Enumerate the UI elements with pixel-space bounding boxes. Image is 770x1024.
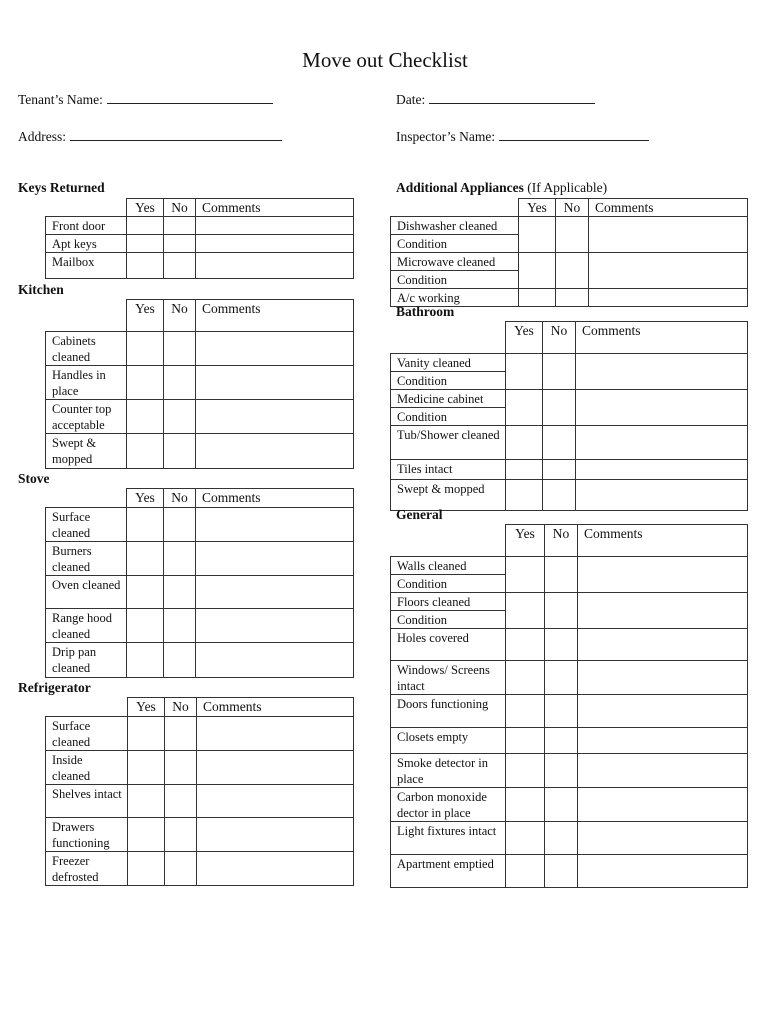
yes-cell[interactable] bbox=[506, 480, 543, 511]
no-cell[interactable] bbox=[165, 818, 197, 852]
general-header-blank bbox=[391, 525, 506, 557]
comments-cell[interactable] bbox=[578, 728, 748, 754]
yes-cell[interactable] bbox=[127, 400, 164, 434]
col-no: No bbox=[556, 199, 589, 217]
comments-cell[interactable] bbox=[578, 661, 748, 695]
col-no: No bbox=[164, 489, 196, 508]
general-item-label: Condition bbox=[391, 575, 506, 593]
general-item-label: Floors cleaned bbox=[391, 593, 506, 611]
comments-cell[interactable] bbox=[578, 754, 748, 788]
inspector-name-line[interactable] bbox=[499, 128, 649, 141]
no-cell[interactable] bbox=[545, 822, 578, 855]
no-cell[interactable] bbox=[556, 217, 589, 253]
general-item-label: Windows/ Screens intact bbox=[391, 661, 506, 695]
comments-cell[interactable] bbox=[197, 818, 354, 852]
appliances-item-label: Condition bbox=[391, 271, 519, 289]
appliances-table bbox=[390, 198, 748, 307]
col-no: No bbox=[165, 698, 197, 717]
yes-cell[interactable] bbox=[127, 235, 164, 253]
comments-cell[interactable] bbox=[589, 289, 748, 307]
bathroom-item-label: Condition bbox=[391, 372, 506, 390]
yes-cell[interactable] bbox=[519, 289, 556, 307]
yes-cell[interactable] bbox=[127, 508, 164, 542]
no-cell[interactable] bbox=[543, 354, 576, 390]
yes-cell[interactable] bbox=[506, 390, 543, 426]
no-cell[interactable] bbox=[164, 508, 196, 542]
kitchen-table bbox=[45, 299, 354, 469]
comments-cell[interactable] bbox=[197, 785, 354, 818]
yes-cell[interactable] bbox=[519, 217, 556, 253]
bathroom-header-blank bbox=[391, 322, 506, 354]
kitchen-item-label: Handles in place bbox=[46, 366, 127, 400]
no-cell[interactable] bbox=[545, 754, 578, 788]
comments-cell[interactable] bbox=[576, 480, 748, 511]
appliances-item-label: Condition bbox=[391, 235, 519, 253]
no-cell[interactable] bbox=[164, 217, 196, 235]
yes-cell[interactable] bbox=[127, 643, 164, 678]
comments-cell[interactable] bbox=[576, 390, 748, 426]
refrigerator-item-label: Surface cleaned bbox=[46, 717, 128, 751]
comments-cell[interactable] bbox=[576, 426, 748, 460]
general-item-label: Carbon monoxide dector in place bbox=[391, 788, 506, 822]
col-yes: Yes bbox=[506, 525, 545, 557]
yes-cell[interactable] bbox=[506, 695, 545, 728]
no-cell[interactable] bbox=[543, 426, 576, 460]
comments-cell[interactable] bbox=[196, 366, 354, 400]
no-cell[interactable] bbox=[545, 728, 578, 754]
no-cell[interactable] bbox=[545, 661, 578, 695]
col-yes: Yes bbox=[506, 322, 543, 354]
comments-cell[interactable] bbox=[196, 609, 354, 643]
kitchen-item-label: Counter top acceptable bbox=[46, 400, 127, 434]
no-cell[interactable] bbox=[545, 855, 578, 888]
yes-cell[interactable] bbox=[127, 542, 164, 576]
refrigerator-header-blank bbox=[46, 698, 128, 717]
yes-cell[interactable] bbox=[128, 751, 165, 785]
general-item-label: Smoke detector in place bbox=[391, 754, 506, 788]
col-no: No bbox=[164, 199, 196, 217]
yes-cell[interactable] bbox=[506, 460, 543, 480]
refrigerator-item-label: Drawers functioning bbox=[46, 818, 128, 852]
yes-cell[interactable] bbox=[506, 661, 545, 695]
no-cell[interactable] bbox=[165, 785, 197, 818]
no-cell[interactable] bbox=[545, 788, 578, 822]
address-field[interactable] bbox=[18, 128, 282, 145]
no-cell[interactable] bbox=[545, 593, 578, 629]
no-cell[interactable] bbox=[543, 460, 576, 480]
col-no: No bbox=[545, 525, 578, 557]
comments-cell[interactable] bbox=[576, 354, 748, 390]
bathroom-item-label: Swept & mopped bbox=[391, 480, 506, 511]
no-cell[interactable] bbox=[164, 643, 196, 678]
yes-cell[interactable] bbox=[519, 253, 556, 289]
kitchen-heading: Kitchen bbox=[18, 282, 64, 297]
address-label: Address: bbox=[18, 129, 66, 144]
yes-cell[interactable] bbox=[506, 855, 545, 888]
stove-item-label: Range hood cleaned bbox=[46, 609, 127, 643]
appliances-heading-text: Additional Appliances bbox=[396, 180, 524, 195]
col-comments: Comments bbox=[196, 489, 354, 508]
no-cell[interactable] bbox=[545, 629, 578, 661]
yes-cell[interactable] bbox=[127, 217, 164, 235]
keys-item-label: Mailbox bbox=[46, 253, 127, 279]
no-cell[interactable] bbox=[164, 434, 196, 469]
no-cell[interactable] bbox=[164, 332, 196, 366]
col-comments: Comments bbox=[578, 525, 748, 557]
comments-cell[interactable] bbox=[578, 822, 748, 855]
yes-cell[interactable] bbox=[128, 717, 165, 751]
date-line[interactable] bbox=[429, 91, 595, 104]
general-item-label: Light fixtures intact bbox=[391, 822, 506, 855]
appliances-heading-note: (If Applicable) bbox=[527, 180, 608, 195]
col-yes: Yes bbox=[128, 698, 165, 717]
date-field[interactable] bbox=[396, 91, 595, 108]
yes-cell[interactable] bbox=[127, 366, 164, 400]
comments-cell[interactable] bbox=[197, 852, 354, 886]
comments-cell[interactable] bbox=[196, 400, 354, 434]
yes-cell[interactable] bbox=[506, 354, 543, 390]
tenant-name-label: Tenant’s Name: bbox=[18, 92, 103, 107]
bathroom-table bbox=[390, 321, 748, 511]
general-item-label: Apartment emptied bbox=[391, 855, 506, 888]
comments-cell[interactable] bbox=[196, 508, 354, 542]
stove-item-label: Drip pan cleaned bbox=[46, 643, 127, 678]
comments-cell[interactable] bbox=[578, 557, 748, 593]
general-item-label: Holes covered bbox=[391, 629, 506, 661]
inspector-name-label: Inspector’s Name: bbox=[396, 129, 496, 144]
no-cell[interactable] bbox=[556, 253, 589, 289]
comments-cell[interactable] bbox=[196, 542, 354, 576]
kitchen-item-label: Cabinets cleaned bbox=[46, 332, 127, 366]
col-comments: Comments bbox=[589, 199, 748, 217]
keys-table bbox=[45, 198, 354, 279]
comments-cell[interactable] bbox=[578, 788, 748, 822]
appliances-item-label: A/c working bbox=[391, 289, 519, 307]
yes-cell[interactable] bbox=[506, 728, 545, 754]
bathroom-item-label: Vanity cleaned bbox=[391, 354, 506, 372]
stove-item-label: Oven cleaned bbox=[46, 576, 127, 609]
col-no: No bbox=[543, 322, 576, 354]
refrigerator-item-label: Freezer defrosted bbox=[46, 852, 128, 886]
refrigerator-item-label: Inside cleaned bbox=[46, 751, 128, 785]
col-comments: Comments bbox=[196, 300, 354, 332]
keys-heading: Keys Returned bbox=[18, 180, 105, 195]
keys-item-label: Front door bbox=[46, 217, 127, 235]
yes-cell[interactable] bbox=[506, 593, 545, 629]
comments-cell[interactable] bbox=[196, 434, 354, 469]
bathroom-heading: Bathroom bbox=[396, 304, 455, 319]
no-cell[interactable] bbox=[164, 253, 196, 279]
address-line[interactable] bbox=[70, 128, 282, 141]
inspector-name-field[interactable] bbox=[396, 128, 649, 145]
appliances-header-blank bbox=[391, 199, 519, 217]
no-cell[interactable] bbox=[165, 852, 197, 886]
col-no: No bbox=[164, 300, 196, 332]
bathroom-item-label: Condition bbox=[391, 408, 506, 426]
yes-cell[interactable] bbox=[506, 822, 545, 855]
yes-cell[interactable] bbox=[127, 332, 164, 366]
comments-cell[interactable] bbox=[578, 855, 748, 888]
col-comments: Comments bbox=[576, 322, 748, 354]
yes-cell[interactable] bbox=[128, 818, 165, 852]
comments-cell[interactable] bbox=[589, 217, 748, 253]
no-cell[interactable] bbox=[543, 390, 576, 426]
yes-cell[interactable] bbox=[127, 434, 164, 469]
yes-cell[interactable] bbox=[128, 785, 165, 818]
no-cell[interactable] bbox=[164, 235, 196, 253]
col-yes: Yes bbox=[127, 199, 164, 217]
comments-cell[interactable] bbox=[576, 460, 748, 480]
no-cell[interactable] bbox=[164, 366, 196, 400]
general-item-label: Walls cleaned bbox=[391, 557, 506, 575]
yes-cell[interactable] bbox=[506, 788, 545, 822]
comments-cell[interactable] bbox=[196, 332, 354, 366]
bathroom-item-label: Tiles intact bbox=[391, 460, 506, 480]
comments-cell[interactable] bbox=[578, 695, 748, 728]
keys-header-blank bbox=[46, 199, 127, 217]
general-item-label: Condition bbox=[391, 611, 506, 629]
col-yes: Yes bbox=[127, 300, 164, 332]
comments-cell[interactable] bbox=[196, 576, 354, 609]
no-cell[interactable] bbox=[543, 480, 576, 511]
stove-item-label: Surface cleaned bbox=[46, 508, 127, 542]
no-cell[interactable] bbox=[164, 542, 196, 576]
no-cell[interactable] bbox=[164, 576, 196, 609]
no-cell[interactable] bbox=[164, 609, 196, 643]
comments-cell[interactable] bbox=[578, 629, 748, 661]
bathroom-item-label: Medicine cabinet bbox=[391, 390, 506, 408]
yes-cell[interactable] bbox=[506, 754, 545, 788]
no-cell[interactable] bbox=[165, 751, 197, 785]
comments-cell[interactable] bbox=[197, 751, 354, 785]
refrigerator-table bbox=[45, 697, 354, 886]
comments-cell[interactable] bbox=[196, 235, 354, 253]
kitchen-item-label: Swept & mopped bbox=[46, 434, 127, 469]
general-item-label: Doors functioning bbox=[391, 695, 506, 728]
general-heading: General bbox=[396, 507, 443, 522]
tenant-name-field[interactable] bbox=[18, 91, 273, 108]
yes-cell[interactable] bbox=[127, 609, 164, 643]
col-yes: Yes bbox=[127, 489, 164, 508]
page-title: Move out Checklist bbox=[302, 48, 468, 72]
appliances-heading bbox=[396, 180, 607, 196]
stove-table bbox=[45, 488, 354, 678]
refrigerator-heading: Refrigerator bbox=[18, 680, 91, 695]
stove-header-blank bbox=[46, 489, 127, 508]
yes-cell[interactable] bbox=[127, 253, 164, 279]
stove-item-label: Burners cleaned bbox=[46, 542, 127, 576]
comments-cell[interactable] bbox=[197, 717, 354, 751]
tenant-name-line[interactable] bbox=[107, 91, 273, 104]
appliances-item-label: Dishwasher cleaned bbox=[391, 217, 519, 235]
refrigerator-item-label: Shelves intact bbox=[46, 785, 128, 818]
stove-heading: Stove bbox=[18, 471, 50, 486]
yes-cell[interactable] bbox=[506, 557, 545, 593]
date-label: Date: bbox=[396, 92, 426, 107]
general-item-label: Closets empty bbox=[391, 728, 506, 754]
comments-cell[interactable] bbox=[578, 593, 748, 629]
yes-cell[interactable] bbox=[506, 426, 543, 460]
yes-cell[interactable] bbox=[506, 629, 545, 661]
no-cell[interactable] bbox=[556, 289, 589, 307]
yes-cell[interactable] bbox=[127, 576, 164, 609]
no-cell[interactable] bbox=[164, 400, 196, 434]
comments-cell[interactable] bbox=[589, 253, 748, 289]
keys-item-label: Apt keys bbox=[46, 235, 127, 253]
col-yes: Yes bbox=[519, 199, 556, 217]
no-cell[interactable] bbox=[165, 717, 197, 751]
kitchen-header-blank bbox=[46, 300, 127, 332]
comments-cell[interactable] bbox=[196, 643, 354, 678]
yes-cell[interactable] bbox=[128, 852, 165, 886]
bathroom-item-label: Tub/Shower cleaned bbox=[391, 426, 506, 460]
general-table bbox=[390, 524, 748, 888]
no-cell[interactable] bbox=[545, 557, 578, 593]
comments-cell[interactable] bbox=[196, 253, 354, 279]
appliances-item-label: Microwave cleaned bbox=[391, 253, 519, 271]
comments-cell[interactable] bbox=[196, 217, 354, 235]
col-comments: Comments bbox=[196, 199, 354, 217]
no-cell[interactable] bbox=[545, 695, 578, 728]
col-comments: Comments bbox=[197, 698, 354, 717]
